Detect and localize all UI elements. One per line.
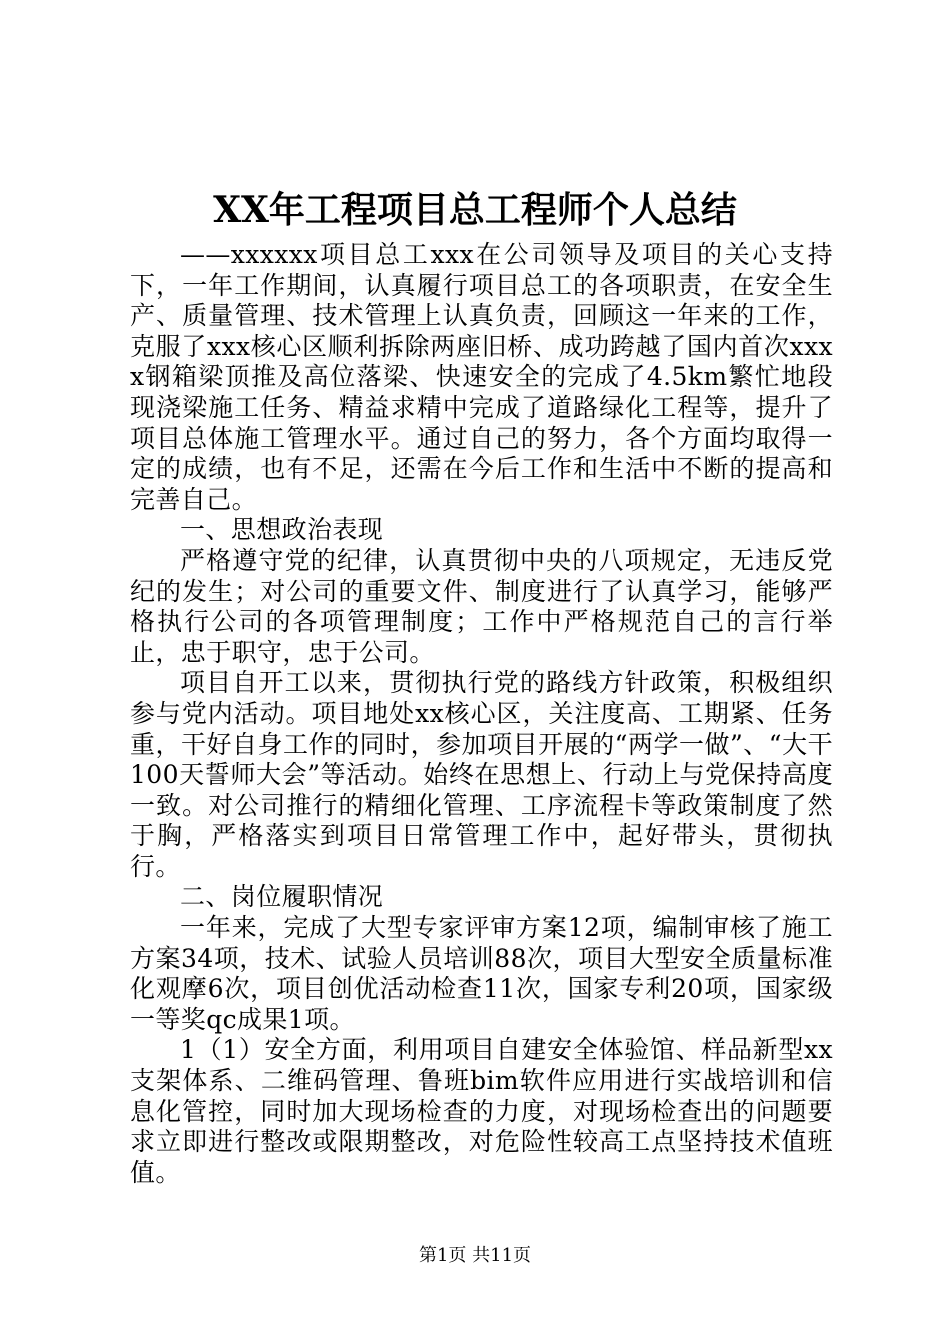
section-heading-political: 一、思想政治表现: [180, 515, 384, 545]
section-heading-duties: 二、岗位履职情况: [180, 882, 384, 912]
paragraph-party-activities: 项目自开工以来，贯彻执行党的路线方针政策，积极组织参与党内活动。项目地处xx核心区，关注度高、工期紧、任务重，干好自身工作的同时，参加项目开展的“两学一做”、“大干100天誓师大会”等活动。始终在思想上、行动上与党保持高度一致。对公司推行的精细化管理、工序流程卡等政策制度了然于胸，严格落实到项目日常管理工作中，起好带头，贯彻执行。: [130, 668, 833, 881]
paragraph-intro: ——xxxxxx项目总工xxx在公司领导及项目的关心支持下，一年工作期间，认真履行项目总工的各项职责，在安全生产、质量管理、技术管理上认真负责，回顾这一年来的工作，克服了xxx核心区顺利拆除两座旧桥、成功跨越了国内首次xxxx钢箱梁顶推及高位落梁、快速安全的完成了4.5km繁忙地段现浇梁施工任务、精益求精中完成了道路绿化工程等，提升了项目总体施工管理水平。通过自己的努力，各个方面均取得一定的成绩，也有不足，还需在今后工作和生活中不断的提高和完善自己。: [130, 240, 833, 514]
paragraph-safety: 1（1）安全方面，利用项目自建安全体验馆、样品新型xx支架体系、二维码管理、鲁班bim软件应用进行实战培训和信息化管控，同时加大现场检查的力度，对现场检查出的问题要求立即进行整改或限期整改，对危险性较高工点坚持技术值班值。: [130, 1035, 833, 1187]
document-body: [130, 240, 833, 1188]
document-title: XX年工程项目总工程师个人总结: [213, 189, 737, 231]
paragraph-discipline: 严格遵守党的纪律，认真贯彻中央的八项规定，无违反党纪的发生；对公司的重要文件、制度进行了认真学习，能够严格执行公司的各项管理制度；工作中严格规范自己的言行举止，忠于职守，忠于公司。: [130, 545, 833, 667]
paragraph-achievements: 一年来，完成了大型专家评审方案12项，编制审核了施工方案34项，技术、试验人员培训88次，项目大型安全质量标准化观摩6次，项目创优活动检查11次，国家专利20项，国家级一等奖qc成果1项。: [130, 913, 833, 1034]
page-footer: 第1页 共11页: [418, 1245, 532, 1266]
